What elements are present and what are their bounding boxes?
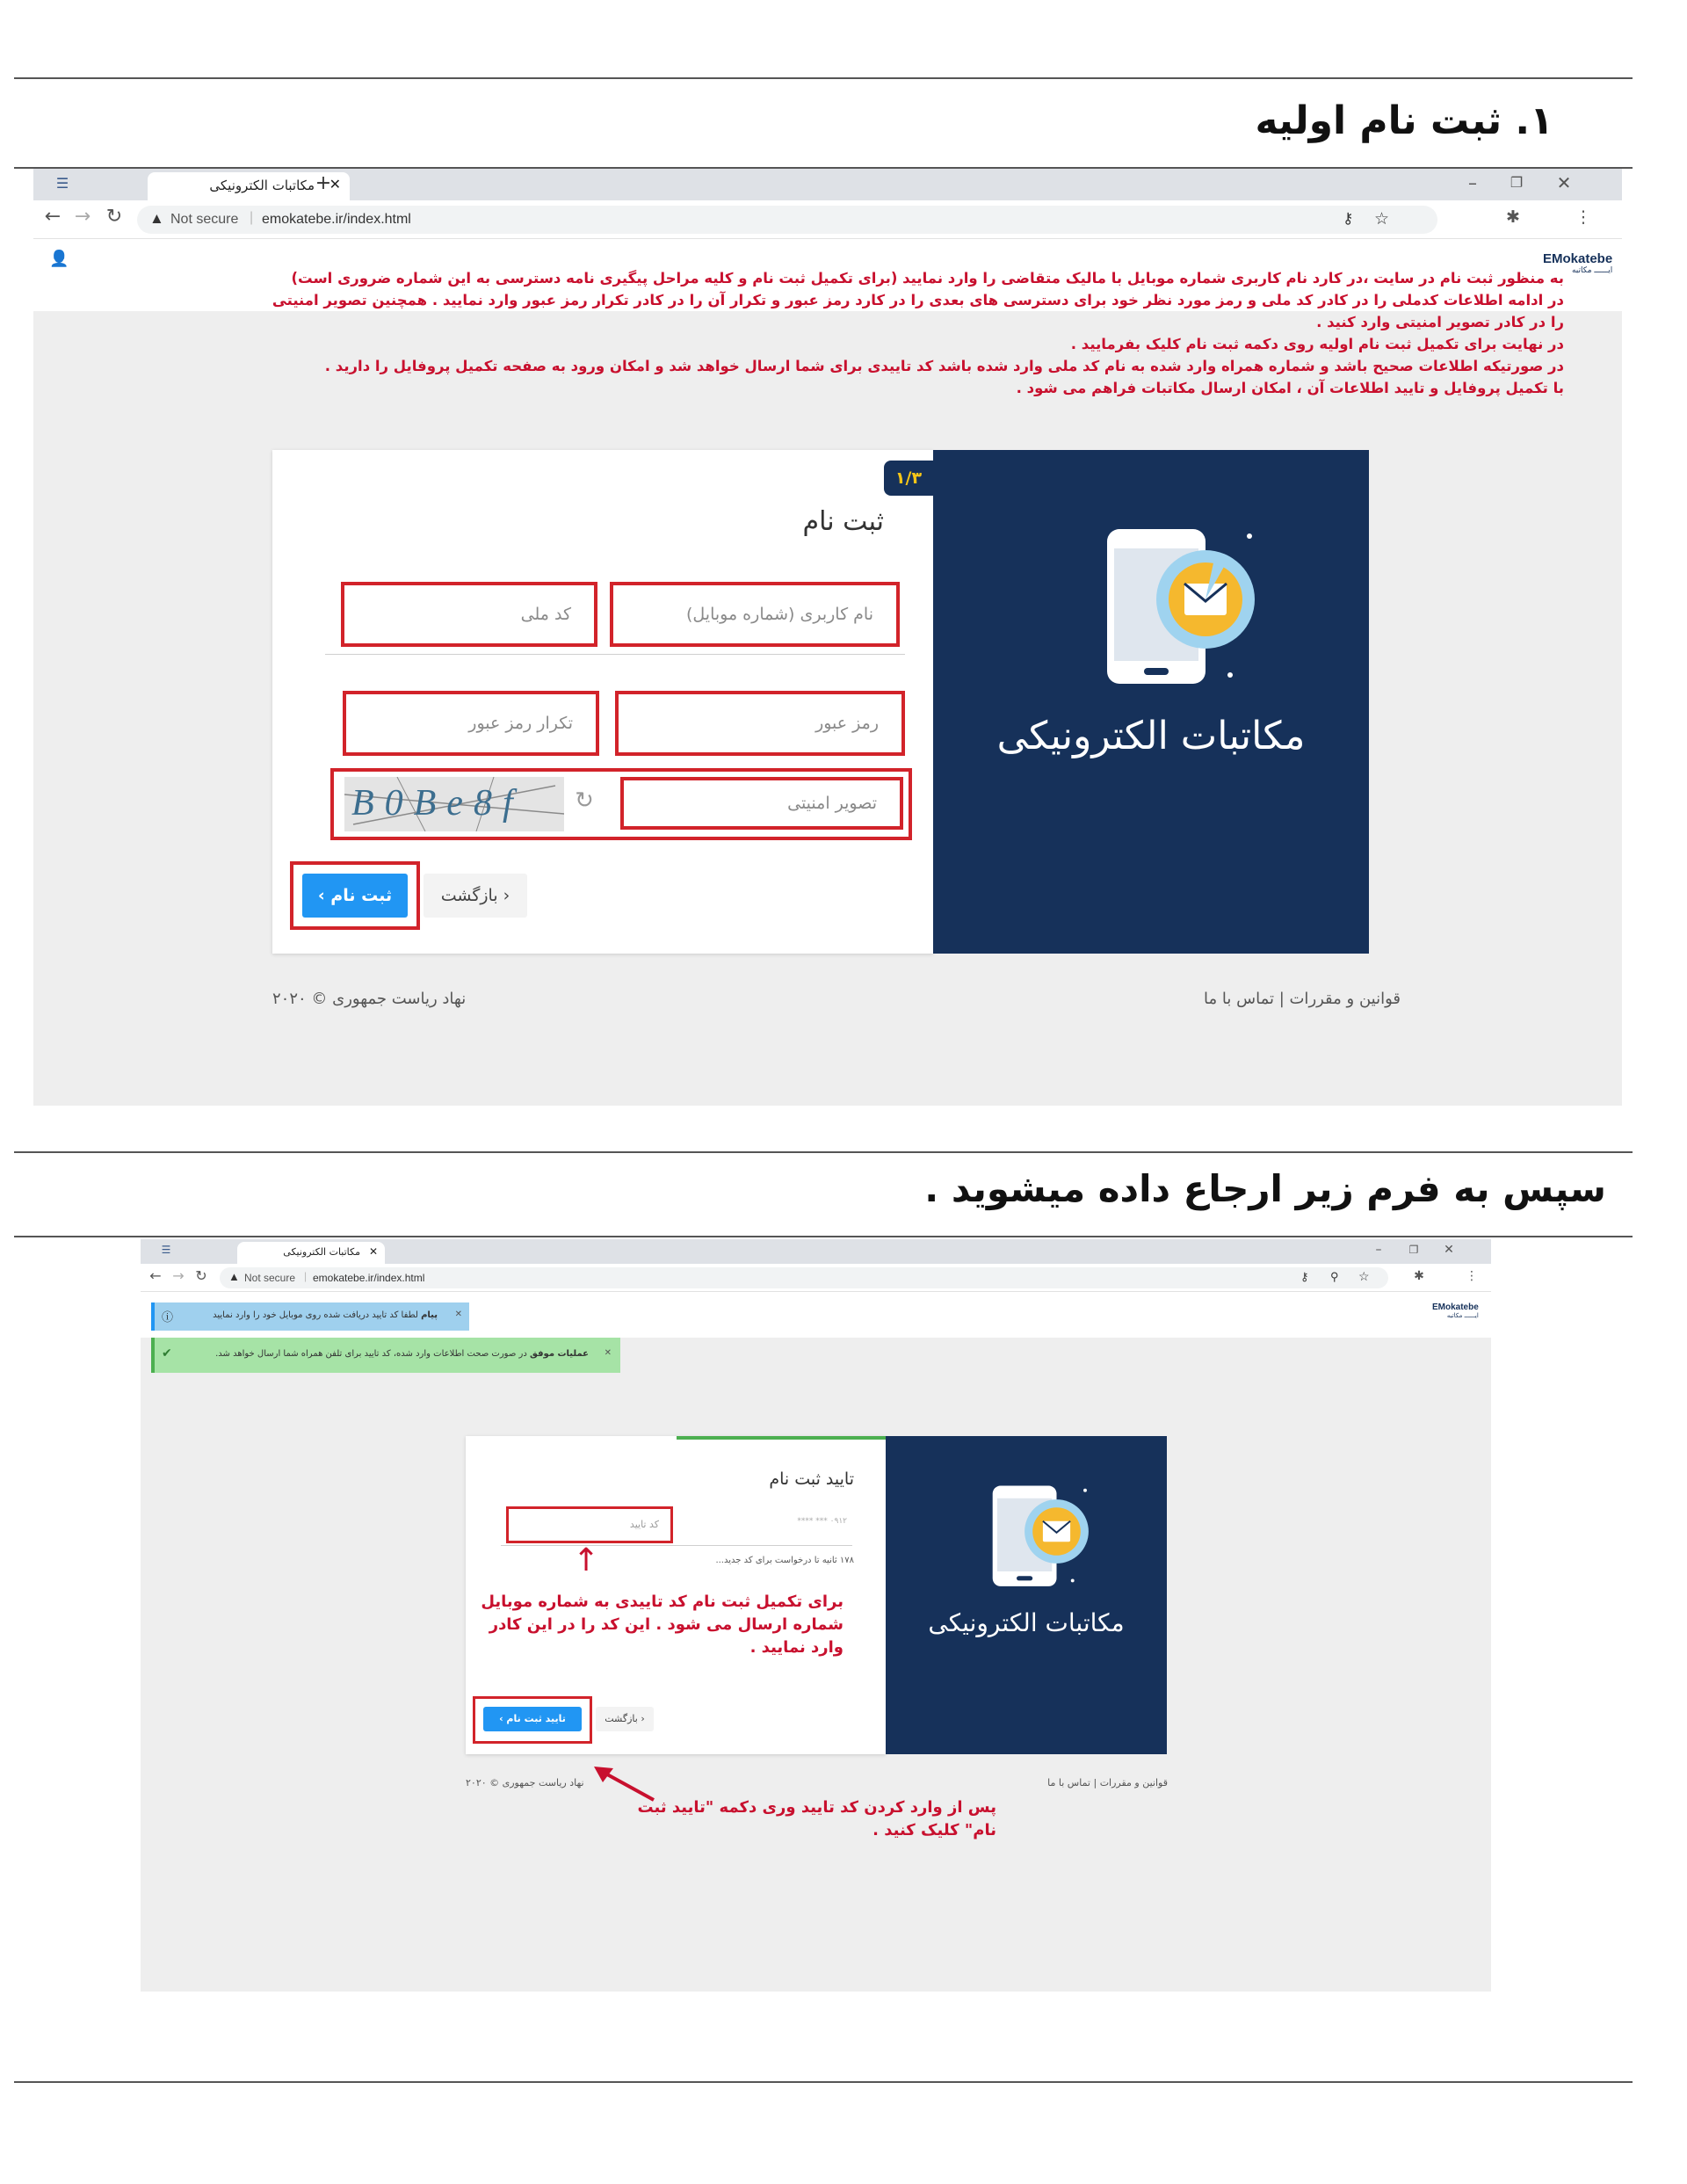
code-placeholder: کد تایید <box>629 1519 659 1530</box>
field-underline <box>501 1545 852 1546</box>
password-input[interactable] <box>615 691 905 756</box>
url-field[interactable] <box>137 206 1437 234</box>
up-arrow-icon: ↑ <box>573 1542 600 1578</box>
browser-tab[interactable] <box>237 1242 385 1264</box>
confirm-registration-button[interactable]: تایید ثبت نام › <box>483 1707 582 1731</box>
section2-top-divider <box>14 1151 1633 1153</box>
restore-icon[interactable]: ❐ <box>1408 1244 1419 1256</box>
username-placeholder: نام کاربری (شماره موبایل) <box>685 605 873 624</box>
zoom-icon[interactable]: ⚲ <box>1330 1270 1339 1283</box>
url-field[interactable] <box>220 1267 1388 1288</box>
tab-title: مکاتبات الکترونیکی <box>209 178 315 193</box>
bottom-divider <box>14 2081 1633 2083</box>
logo-subtext: ایــــــ مکاتبه <box>1571 266 1613 275</box>
instruction-line: به منظور ثبت نام در سایت ،در کارد نام کاربری شماره موبایل با مالیک متقاضی را وارد نمایید (برای تکمیل ثبت نام و کلیه مراحل پیگیری نامه دسترسی به این شماره ضروری است) <box>291 270 1564 287</box>
success-toast <box>151 1338 620 1373</box>
brand-title: مکاتبات الکترونیکی <box>928 1608 1125 1637</box>
tab-close-icon[interactable]: ✕ <box>329 176 341 192</box>
reload-icon[interactable]: ↻ <box>195 1267 207 1284</box>
new-tab-icon[interactable]: + <box>315 172 332 194</box>
back-arrow-icon[interactable]: ← <box>44 206 62 228</box>
button-annotation: پس از وارد کردن کد تایید وری دکمه "تایید ثبت نام" کلیک کنید . <box>637 1798 996 1839</box>
success-toast-title: عملیات موفق <box>529 1349 589 1359</box>
logo-text: EMokatebe <box>1543 251 1613 266</box>
logo-text: EMokatebe <box>1432 1302 1479 1312</box>
footer-links[interactable]: قوانین و مقررات | تماس با ما <box>1047 1777 1168 1789</box>
refresh-captcha-icon[interactable]: ↻ <box>575 787 594 814</box>
masked-phone: ۰۹۱۲ *** **** <box>797 1517 847 1526</box>
forward-arrow-icon[interactable]: → <box>74 206 91 228</box>
captcha-image <box>344 777 564 831</box>
success-toast-close-icon[interactable]: ✕ <box>604 1348 612 1358</box>
screenshot-registration <box>33 169 1622 1106</box>
section2-divider <box>14 1236 1633 1237</box>
code-annotation: برای تکمیل ثبت نام کد تاییدی به شماره موبایل شماره ارسال می شود . این کد را در این کادر وارد نمایید . <box>481 1593 844 1657</box>
star-icon[interactable]: ☆ <box>1374 210 1390 229</box>
not-secure-label: Not secure <box>170 212 239 227</box>
field-underline <box>325 654 905 655</box>
countdown-text: ۱۷۸ ثانیه تا درخواست برای کد جدید... <box>715 1556 854 1565</box>
section1-number: ۱. <box>1515 98 1553 143</box>
url-text: emokatebe.ir/index.html <box>262 212 411 227</box>
warning-icon: ▲ <box>228 1270 240 1283</box>
key-icon[interactable]: ⚷ <box>1300 1270 1309 1283</box>
confirmation-page <box>141 1292 1491 1992</box>
instruction-line: با تکمیل پروفایل و تایید اطلاعات آن ، امکان ارسال مکاتبات فراهم می شود . <box>1016 380 1564 396</box>
reload-icon[interactable]: ↻ <box>105 206 123 228</box>
url-separator: | <box>250 210 254 225</box>
instruction-line: در صورتیکه اطلاعات صحیح باشد و شماره همراه وارد شده به نام کد ملی وارد شده باشد کد تاییدی برای شما ارسال خواهد شد و امکان ورود به صفحه تکمیل پروفایل را دارید . <box>324 358 1564 374</box>
captcha-placeholder: تصویر امنیتی <box>787 794 877 813</box>
extensions-icon[interactable]: ✱ <box>1506 207 1520 227</box>
brand-panel <box>933 450 1369 954</box>
info-toast-title: پیام <box>421 1310 438 1320</box>
username-input[interactable] <box>610 582 900 647</box>
minimize-icon[interactable]: – <box>1468 172 1477 193</box>
instruction-line: در نهایت برای تکمیل ثبت نام اولیه روی دکمه ثبت نام کلیک بفرمایید . <box>1070 336 1564 352</box>
minimize-icon[interactable]: – <box>1375 1243 1382 1257</box>
warning-icon: ▲ <box>149 210 164 227</box>
browser-address-bar <box>141 1264 1491 1292</box>
phone-mail-icon <box>982 1480 1097 1594</box>
logo-subtext: ایــــــ مکاتبه <box>1446 1312 1479 1319</box>
check-icon: ✔ <box>162 1346 172 1360</box>
registration-form-card <box>272 450 933 954</box>
user-icon[interactable]: 👤 <box>49 250 69 268</box>
national-code-placeholder: کد ملی <box>520 605 571 624</box>
register-button[interactable]: ثبت نام › <box>302 874 408 918</box>
success-toast-text: در صورت صحت اطلاعات وارد شده، کد تایید برای تلفن همراه شما ارسال خواهد شد. <box>215 1349 527 1359</box>
top-divider <box>14 77 1633 79</box>
browser-address-bar <box>33 200 1622 239</box>
star-icon[interactable]: ☆ <box>1358 1269 1370 1283</box>
tab-close-icon[interactable]: ✕ <box>368 1245 378 1258</box>
footer-copyright: نهاد ریاست جمهوری © ۲۰۲۰ <box>466 1777 584 1789</box>
form-title: ثبت نام <box>802 506 884 537</box>
form-title: تایید ثبت نام <box>769 1469 854 1489</box>
screenshot-confirmation <box>141 1239 1491 1992</box>
close-window-icon[interactable]: ✕ <box>1444 1243 1454 1257</box>
success-toast-body <box>215 1349 589 1359</box>
registration-page <box>33 239 1622 1106</box>
menu-dots-icon[interactable]: ⋮ <box>1575 207 1592 227</box>
captcha-input[interactable] <box>620 777 903 830</box>
confirmation-form-card <box>466 1436 886 1754</box>
info-toast-body <box>213 1310 438 1320</box>
instruction-line: را در کادر تصویر امنیتی وارد کنید . <box>1316 314 1564 330</box>
info-icon: ⓘ <box>162 1311 174 1324</box>
instruction-line: در ادامه اطلاعات کدملی را در کادر کد ملی و رمز مورد نظر خود برای دسترسی های بعدی را در کارد رمز عبور و تکرار آن را در کادر تکرار رمز عبور وارد نمایید . همچنین تصویر امنیتی <box>272 292 1564 308</box>
menu-dots-icon[interactable]: ⋮ <box>1466 1269 1478 1283</box>
info-toast-text: لطفا کد تایید دریافت شده روی موبایل خود را وارد نمایید <box>213 1310 418 1320</box>
footer-links[interactable]: قوانین و مقررات | تماس با ما <box>1204 990 1401 1008</box>
password-repeat-placeholder: تکرار رمز عبور <box>468 714 573 733</box>
app-menu-icon[interactable]: ☰ <box>161 1244 171 1256</box>
back-button[interactable]: ‹ بازگشت <box>424 874 527 918</box>
app-menu-icon[interactable]: ☰ <box>55 175 69 192</box>
site-logo[interactable] <box>1432 1302 1479 1319</box>
key-icon[interactable]: ⚷ <box>1343 210 1354 227</box>
not-secure-label: Not secure <box>244 1272 296 1284</box>
section1-heading <box>1256 98 1554 143</box>
captcha-text: B0Be8f <box>351 783 524 824</box>
back-button[interactable]: ‹ بازگشت <box>596 1707 654 1731</box>
close-window-icon[interactable]: ✕ <box>1556 172 1572 193</box>
section1-title: ثبت نام اولیه <box>1255 98 1502 143</box>
footer-copyright: نهاد ریاست جمهوری © ۲۰۲۰ <box>272 990 467 1008</box>
url-text: emokatebe.ir/index.html <box>313 1272 425 1284</box>
forward-arrow-icon[interactable]: → <box>172 1267 185 1284</box>
password-repeat-input[interactable] <box>343 691 599 756</box>
tab-title: مکاتبات الکترونیکی <box>283 1246 360 1258</box>
brand-panel <box>886 1436 1167 1754</box>
section2-heading: سپس به فرم زیر ارجاع داده میشوید . <box>924 1167 1606 1210</box>
phone-mail-icon <box>1091 520 1267 696</box>
browser-tab-bar <box>33 169 1622 200</box>
url-separator: | <box>304 1270 308 1282</box>
back-arrow-icon[interactable]: ← <box>149 1267 162 1284</box>
password-placeholder: رمز عبور <box>815 714 879 733</box>
info-toast <box>151 1302 469 1331</box>
step-badge: ۱/۳ <box>884 461 933 496</box>
brand-title: مکاتبات الکترونیکی <box>996 714 1306 758</box>
browser-tab-bar <box>141 1239 1491 1264</box>
info-toast-close-icon[interactable]: ✕ <box>454 1310 462 1319</box>
verification-code-input[interactable] <box>511 1512 668 1538</box>
registration-instructions <box>228 267 1564 399</box>
national-code-input[interactable] <box>341 582 597 647</box>
extensions-icon[interactable]: ✱ <box>1414 1269 1424 1283</box>
progress-line <box>677 1436 886 1440</box>
restore-icon[interactable]: ❐ <box>1510 174 1524 191</box>
